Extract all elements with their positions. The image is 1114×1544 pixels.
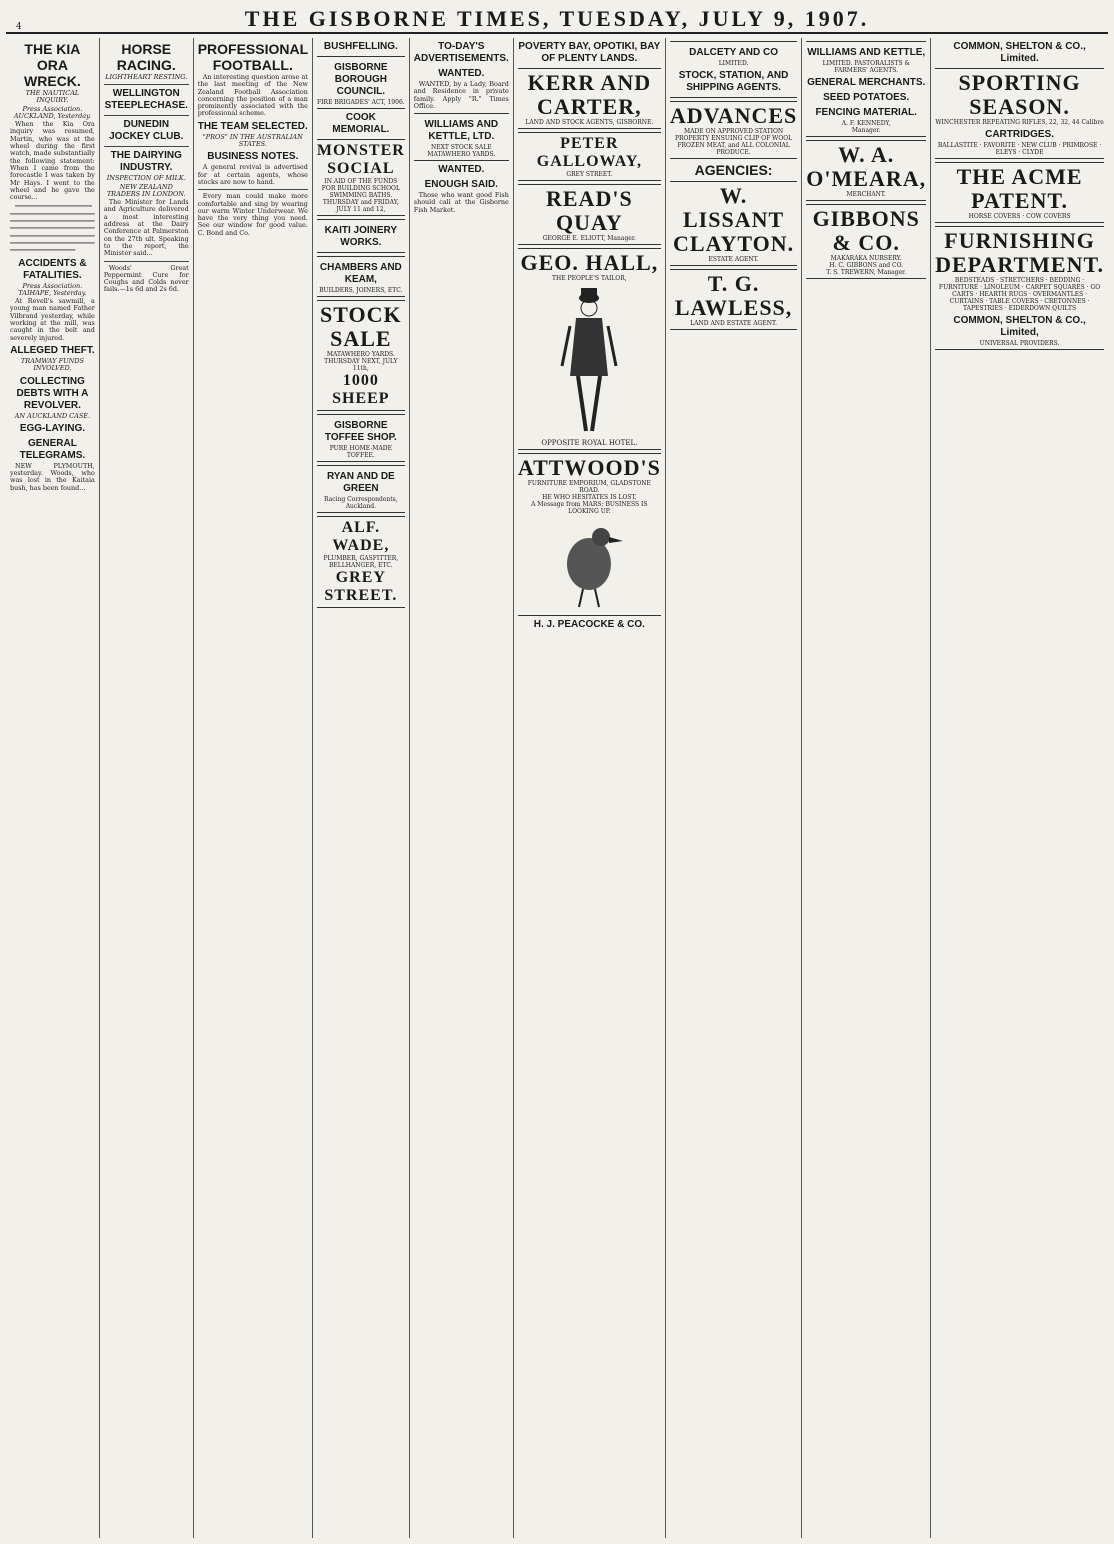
ad-advances (670, 101, 797, 159)
ad-quantity: 1000 SHEEP (332, 372, 390, 407)
subhead-nz-traders: NEW ZEALAND TRADERS IN LONDON. (106, 182, 186, 198)
tailor-man-illustration (554, 286, 624, 436)
ad-kaiti-joinery (317, 219, 405, 253)
column-4 (313, 38, 410, 1538)
ad-reads-quay (518, 184, 661, 245)
ad-chambers-keam (317, 256, 405, 297)
column-5 (410, 38, 514, 1538)
ad-heading: GISBORNE BOROUGH COUNCIL. (334, 62, 388, 97)
ad-text: Racing Correspondents, Auckland. (324, 496, 398, 510)
article-text: An interesting question arose at the last meeting of the New Zealand Football Association concerning the position of a man prominently associated with the professional scheme. (197, 73, 308, 118)
ad-signoff: H. C. GIBBONS and CO. (829, 262, 904, 269)
ad-heading: W. LISSANT CLAYTON. (673, 183, 795, 256)
classified-wanted-2: WANTED. (438, 164, 485, 176)
ad-heading: DALCETY AND CO (689, 47, 779, 58)
ad-text: MADE ON APPROVED STATION PROPERTY ENSUING CLIP OF WOOL FROZEN MEAT, and ALL COLONIAL PRODUCE. (674, 128, 793, 156)
ad-text: WINCHESTER REPEATING RIFLES, 22, 32, 44 Calibre (935, 119, 1104, 126)
classified-text: WANTED, by a Lady, Board and Residence in private family. Apply "R." Times Office. (413, 80, 509, 110)
ad-gibbons (806, 204, 926, 279)
ad-text: LIMITED. (718, 60, 749, 67)
footer-ad-bond: Every man could make more comfortable and sing by wearing our warm Winter Underwear. We have the very thing you need. See our window for good value. C. Bond and Co. (197, 192, 308, 237)
subhead-tramway: TRAMWAY FUNDS INVOLVED. (20, 356, 84, 373)
headline-general-telegrams: GENERAL TELEGRAMS. (19, 437, 86, 461)
ad-slogan: HE WHO HESITATES IS LOST. (542, 494, 637, 502)
ad-heading: MONSTER SOCIAL (316, 142, 405, 177)
ad-alf-wade (317, 516, 405, 608)
bird-illustration (549, 519, 629, 609)
ad-text: MATAWHERO YARDS. THURSDAY NEXT, JULY 11th, (324, 351, 398, 372)
ad-heading: STOCK SALE (320, 302, 402, 351)
ad-footer-name: COMMON, SHELTON & CO., Limited, (953, 315, 1086, 338)
ad-heading: FURNISHING DEPARTMENT. (935, 228, 1105, 277)
column-2 (100, 38, 194, 1538)
ad-heading: THE ACME PATENT. (956, 164, 1083, 213)
ad-bushfelling: BUSHFELLING. (323, 41, 398, 52)
columns (6, 38, 1108, 1538)
ad-furnishing (935, 226, 1104, 350)
ad-subheading: STOCK, STATION, AND SHIPPING AGENTS. (678, 70, 789, 93)
ad-heading: RYAN AND DE GREEN (326, 471, 395, 494)
ad-geo-hall (518, 248, 661, 450)
subhead-inspection-milk: INSPECTION OF MILK. (106, 174, 186, 183)
ad-message: A Message from MARS: BUSINESS IS LOOKING UP. (531, 501, 648, 516)
ad-text: MERCHANT. (846, 191, 886, 198)
ad-heading: PETER GALLOWAY, (536, 135, 642, 170)
classified-enough-said: ENOUGH SAID. (424, 179, 498, 191)
column-1 (6, 38, 100, 1538)
ad-acme-patent (935, 162, 1104, 223)
article-text: The Minister for Lands and Agriculture delivered a most interesting address at the Dairy Conference at Palmerston on the 27th ult. Speaking to the report, the Minister said... (103, 198, 189, 258)
ad-text: FIRE BRIGADES' ACT, 1906. (317, 99, 405, 106)
ad-heading: ADVANCES (669, 103, 798, 128)
article-text: At Revell's sawmill, a young man named Father Vilbrand yesterday, while working at the mill, was caught in the belt and severely injured. (10, 297, 95, 342)
ad-text: BUILDERS, JOINERS, ETC. (319, 287, 403, 294)
ad-agencies: AGENCIES: (694, 162, 773, 178)
ad-kerr-carter (518, 68, 661, 129)
ad-date: THURSDAY and FRIDAY, JULY 11 and 12, (322, 199, 399, 213)
ad-text: GREY STREET. (566, 171, 613, 178)
headline-dairying-industry: THE DAIRYING INDUSTRY. (110, 150, 182, 174)
headline-egg-laying: EGG-LAYING. (19, 422, 86, 434)
newspaper-title: THE GISBORNE TIMES, TUESDAY, JULY 9, 1907. (244, 6, 870, 31)
ad-cartridge-list: BALLASTITE · FAVORITE · NEW CLUB · PRIMROSE · ELEYS · CLYDE (937, 142, 1102, 156)
ad-text: FURNITURE EMPORIUM, GLADSTONE ROAD. (527, 480, 651, 495)
headline-business-notes: BUSINESS NOTES. (207, 151, 299, 163)
ad-text: LIMITED. PASTORALISTS & FARMERS' AGENTS. (822, 60, 910, 74)
ad-text: HORSE COVERS · COW COVERS (968, 213, 1071, 220)
ad-dalcety (670, 41, 797, 98)
subhead-pros: "PROS" IN THE AUSTRALIAN STATES. (202, 132, 303, 149)
ad-omeara (806, 140, 926, 201)
ad-lawless (670, 269, 797, 330)
page-number: 4 (16, 22, 22, 32)
ad-heading: T. G. LAWLESS, (674, 271, 793, 320)
column-3 (194, 38, 313, 1538)
ad-peacocke: H. J. PEACOCKE & CO. (533, 619, 645, 631)
headline-kia-ora-wreck: THE KIA ORA WRECK. (24, 41, 81, 89)
ad-heading: WILLIAMS AND KETTLE, LTD. (424, 119, 499, 143)
ad-heading: GEO. HALL, (520, 250, 659, 275)
headline-collecting-debts: COLLECTING DEBTS WITH A REVOLVER. (16, 375, 89, 411)
masthead (6, 4, 1108, 34)
article-filler: ━━━━━━━━━━━━━━━━━━━━━━━━━━━━━━━━━━━━━━━━━━━━━━━━━━━━━━━━━━━━━━━━━━━━━━━━━━━━━━━━━━━━━━━━━━━━━━━━━━━━━━━━━━━━━━━━━━━━━━━━━━━━━━━━━━━━━━━━━━━━━━━━━━━ (10, 202, 95, 255)
classified-text: Those who want good Fish should call at the Gisborne Fish Market. (413, 191, 509, 214)
ad-poverty-bay-lands: POVERTY BAY, OPOTIKI, BAY OF PLENTY LANDS. (518, 41, 661, 64)
ad-text: PLUMBER, GASFITTER, BELLHANGER, ETC. (323, 555, 399, 569)
ad-toffee-shop (317, 414, 405, 462)
ad-text: THE PEOPLE'S TAILOR, (552, 275, 627, 282)
ad-attwoods (518, 453, 661, 616)
ad-heading: KAITI JOINERY WORKS. (324, 225, 398, 248)
ad-borough-council (317, 56, 405, 109)
article-text: A general revival is advertised for at certain agents, whose stocks are now to hand. (197, 163, 308, 186)
ad-heading: W. A. O'MEARA, (806, 142, 927, 191)
ad-manager-title: Manager. (851, 127, 881, 134)
column-8 (802, 38, 931, 1538)
article-text: When the Kia Ora inquiry was resumed, Martin, who was at the wheel during the first watch, made substantially the following statement: When I came from the forecastle I was taken by Mr Hays. I went to the wheel and he gave the course... (10, 120, 95, 202)
ad-text: MAKARAKA NURSERY. (830, 255, 902, 262)
ad-heading: CHAMBERS AND KEAM, (319, 262, 402, 285)
ad-williams-kettle (414, 113, 509, 161)
ad-ryan-de-green (317, 465, 405, 513)
ad-heading: KERR AND CARTER, (527, 70, 652, 119)
ad-lissant-clayton (670, 181, 797, 266)
dateline: Press Association. AUCKLAND, Yesterday. (13, 104, 92, 120)
headline-wellington-steeplechase: WELLINGTON STEEPLECHASE. (104, 88, 188, 112)
ad-address: GREY STREET. (324, 569, 398, 604)
ad-text: ESTATE AGENT. (708, 256, 759, 263)
ad-heading: GISBORNE TOFFEE SHOP. (324, 420, 397, 443)
footer-ad-woods: Woods' Great Peppermint Cure for Coughs and Colds never fails.—1s 6d and 2s 6d. (103, 263, 189, 294)
ad-cartridges: CARTRIDGES. (985, 129, 1055, 140)
ad-text: NEXT STOCK SALE MATAWHERO YARDS. (427, 144, 496, 159)
ad-text: IN AID OF THE FUNDS FOR BUILDING SCHOOL SWIMMING BATHS. (321, 178, 400, 199)
subhead-lightheart: LIGHTHEART RESTING. (105, 73, 188, 81)
ad-common-shelton: COMMON, SHELTON & CO., Limited. (953, 41, 1086, 64)
ad-heading: SPORTING SEASON. (958, 70, 1081, 119)
headline-alleged-theft: ALLEGED THEFT. (10, 344, 95, 356)
subhead-auckland-case: AN AUCKLAND CASE. (14, 411, 91, 420)
ad-manager: T. S. TREWERN, Manager. (826, 269, 907, 276)
column-7 (666, 38, 802, 1538)
ad-heading: WILLIAMS AND KETTLE, (807, 47, 926, 58)
ad-heading: GIBBONS & CO. (812, 206, 920, 255)
ad-sporting-season (935, 68, 1104, 159)
column-9 (931, 38, 1108, 1538)
headline-professional-football: PROFESSIONAL FOOTBALL. (197, 41, 309, 73)
ad-manager-name: A. F. KENNEDY, (841, 120, 891, 127)
classified-wanted: WANTED. (438, 68, 485, 79)
headline-team-selected: THE TEAM SELECTED. (197, 120, 308, 132)
ad-fencing: FENCING MATERIAL. (815, 107, 917, 118)
ad-heading: READ'S QUAY (546, 186, 633, 235)
ad-stock-sale (317, 300, 405, 411)
dateline: Press Association. TAIHAPE, Yesterday. (18, 281, 87, 297)
ad-text: LAND AND STOCK AGENTS, GISBORNE. (525, 119, 654, 126)
ad-text: GEORGE E. ELIOTT, Manager. (542, 235, 636, 242)
ad-text: LAND AND ESTATE AGENT. (690, 320, 777, 327)
ad-heading: ATTWOOD'S (517, 455, 661, 481)
headline-accidents: ACCIDENTS & FATALITIES. (18, 257, 87, 281)
ad-monster-social (317, 139, 405, 216)
ad-williams-kettle-merchants (806, 41, 926, 137)
ad-item-list: BEDSTEADS · STRETCHERS · BEDDING · FURNITURE · LINOLEUM · CARPET SQUARES · GO CARTS · HEARTH RUGS · OVERMANTLES · CURTAINS · TABLE COVERS · CRETONNES · TAPESTRIES · EIDERDOWN QUILTS (938, 277, 1101, 312)
headline-todays-ads: TO-DAY'S ADVERTISEMENTS. (413, 41, 509, 64)
ad-seed-potatoes: SEED POTATOES. (823, 92, 910, 103)
headline-dunedin-jockey-club: DUNEDIN JOCKEY CLUB. (109, 119, 184, 143)
ad-caption: OPPOSITE ROYAL HOTEL. (541, 439, 638, 447)
ad-subheading: GENERAL MERCHANTS. (807, 77, 926, 88)
article-text: NEW PLYMOUTH, yesterday. Woods, who was lost in the Kaitaia bush, has been found... (10, 461, 95, 492)
ad-peter-galloway (518, 132, 661, 181)
ad-heading: ALF. WADE, (332, 519, 390, 554)
ad-footer-tag: UNIVERSAL PROVIDERS. (979, 340, 1060, 347)
column-6 (514, 38, 666, 1538)
subhead-nautical-inquiry: THE NAUTICAL INQUIRY. (25, 89, 80, 105)
headline-horse-racing: HORSE RACING. (116, 41, 176, 73)
ad-cook-memorial: COOK MEMORIAL. (332, 112, 390, 135)
ad-text: PURE HOME-MADE TOFFEE. (329, 445, 392, 459)
